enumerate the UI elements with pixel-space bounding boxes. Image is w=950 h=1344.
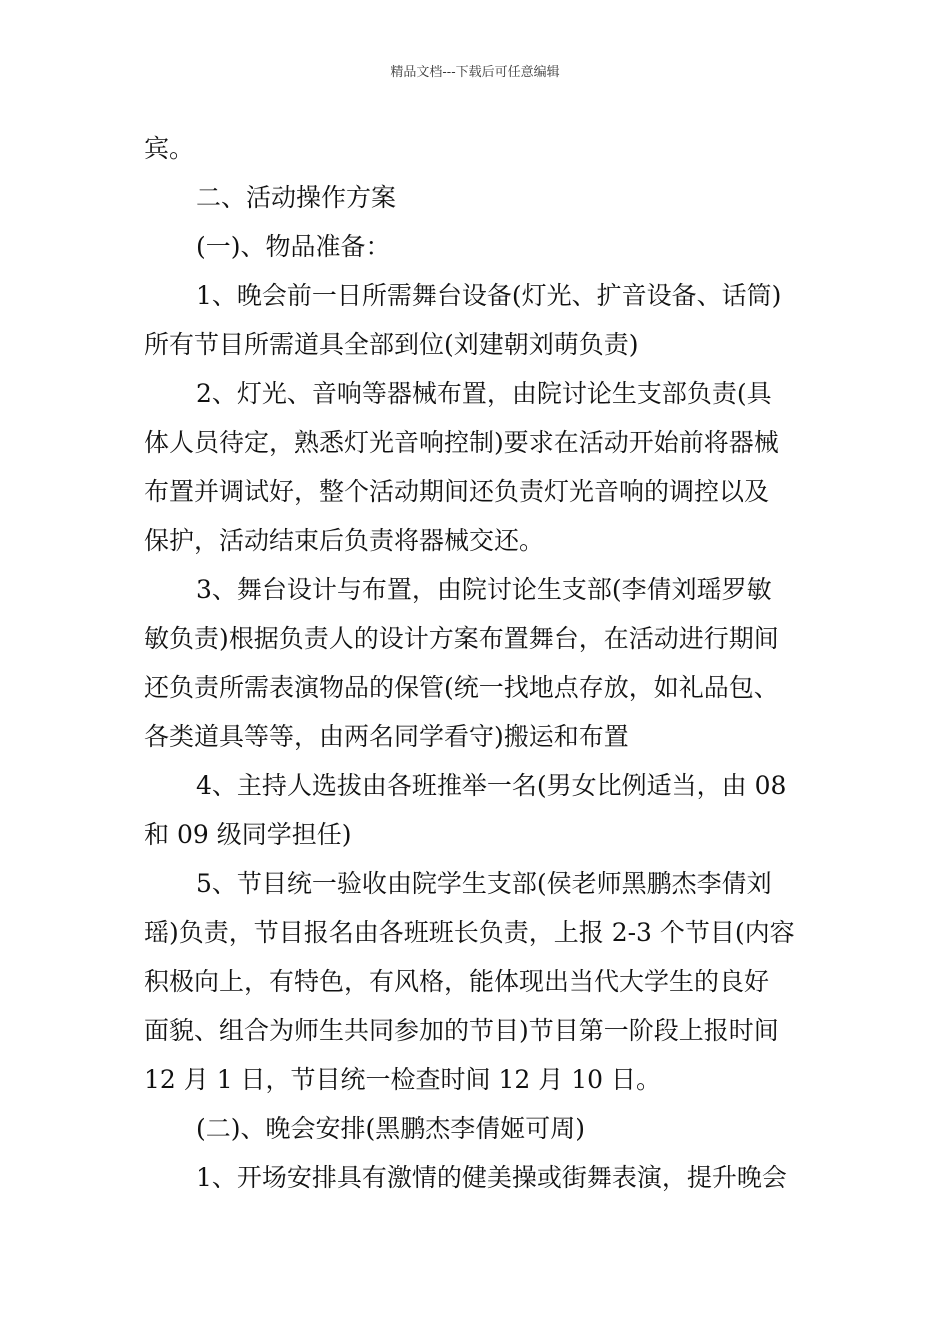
text-line: 12 月 1 日，节目统一检查时间 12 月 10 日。 <box>144 1065 661 1094</box>
text-line: 5、节目统一验收由院学生支部(侯老师黑鹏杰李倩刘 <box>196 869 772 898</box>
text-line: 布置并调试好，整个活动期间还负责灯光音响的调控以及 <box>144 477 770 506</box>
text-line: 所有节目所需道具全部到位(刘建朝刘萌负责) <box>144 330 639 359</box>
text-line: 瑶)负责，节目报名由各班班长负责，上报 2-3 个节目(内容 <box>144 918 795 947</box>
text-line: 4、主持人选拔由各班推举一名(男女比例适当，由 08 <box>196 771 787 800</box>
subsection-heading: (二)、晚会安排(黑鹏杰李倩姬可周) <box>196 1114 586 1143</box>
text-line: 体人员待定，熟悉灯光音响控制)要求在活动开始前将器械 <box>144 428 779 457</box>
text-line: 和 09 级同学担任) <box>144 820 352 849</box>
page-header: 精品文档---下载后可任意编辑 <box>390 65 560 80</box>
text-line: 2、灯光、音响等器械布置，由院讨论生支部负责(具 <box>196 379 772 408</box>
text-line: 面貌、组合为师生共同参加的节目)节目第一阶段上报时间 <box>144 1016 779 1045</box>
text-line: 敏负责)根据负责人的设计方案布置舞台，在活动进行期间 <box>144 624 779 653</box>
text-line: 保护，活动结束后负责将器械交还。 <box>144 526 545 555</box>
text-line: 3、舞台设计与布置，由院讨论生支部(李倩刘瑶罗敏 <box>196 575 772 604</box>
section-heading: 二、活动操作方案 <box>196 183 397 212</box>
text-line: 1、开场安排具有激情的健美操或街舞表演，提升晚会 <box>196 1163 787 1192</box>
subsection-heading: (一)、物品准备： <box>196 232 391 261</box>
text-line: 还负责所需表演物品的保管(统一找地点存放，如礼品包、 <box>144 673 779 702</box>
text-line: 宾。 <box>144 134 195 163</box>
text-line: 1、晚会前一日所需舞台设备(灯光、扩音设备、话筒) <box>196 281 782 310</box>
text-line: 各类道具等等，由两名同学看守)搬运和布置 <box>144 722 629 751</box>
text-line: 积极向上，有特色，有风格，能体现出当代大学生的良好 <box>144 967 770 996</box>
document-body <box>144 124 808 1202</box>
